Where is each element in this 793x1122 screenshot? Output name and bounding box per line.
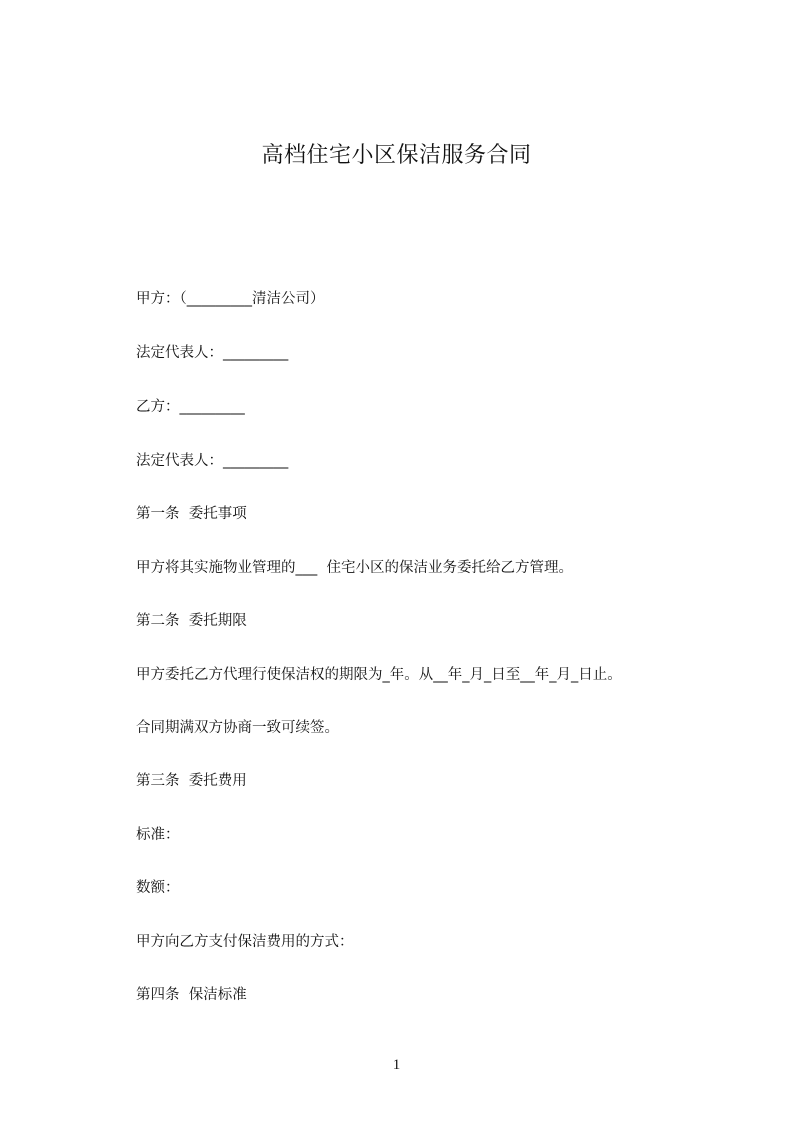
article-3-heading: 第三条 委托费用 — [136, 773, 247, 789]
party-a-representative-line: 法定代表人：_________ — [136, 345, 289, 361]
page-number: 1 — [392, 1057, 401, 1073]
article-1-text: 甲方将其实施物业管理的___ 住宅小区的保洁业务委托给乙方管理。 — [136, 560, 573, 576]
party-b-representative-line: 法定代表人：_________ — [136, 453, 289, 469]
article-2-text: 甲方委托乙方代理行使保洁权的期限为_年。从__年_月_日至__年_月_日止。 — [136, 667, 622, 683]
fee-standard-line: 标准： — [136, 827, 180, 843]
article-1-heading: 第一条 委托事项 — [136, 506, 247, 522]
party-a-line: 甲方：（_________清洁公司） — [136, 291, 325, 307]
article-4-heading: 第四条 保洁标准 — [136, 987, 247, 1003]
party-b-line: 乙方：_________ — [136, 399, 245, 415]
fee-amount-line: 数额： — [136, 880, 180, 896]
payment-method-line: 甲方向乙方支付保洁费用的方式： — [136, 934, 354, 950]
document-title: 高档住宅小区保洁服务合同 — [261, 143, 532, 168]
article-2-renewal-text: 合同期满双方协商一致可续签。 — [136, 720, 339, 736]
article-2-heading: 第二条 委托期限 — [136, 613, 247, 629]
